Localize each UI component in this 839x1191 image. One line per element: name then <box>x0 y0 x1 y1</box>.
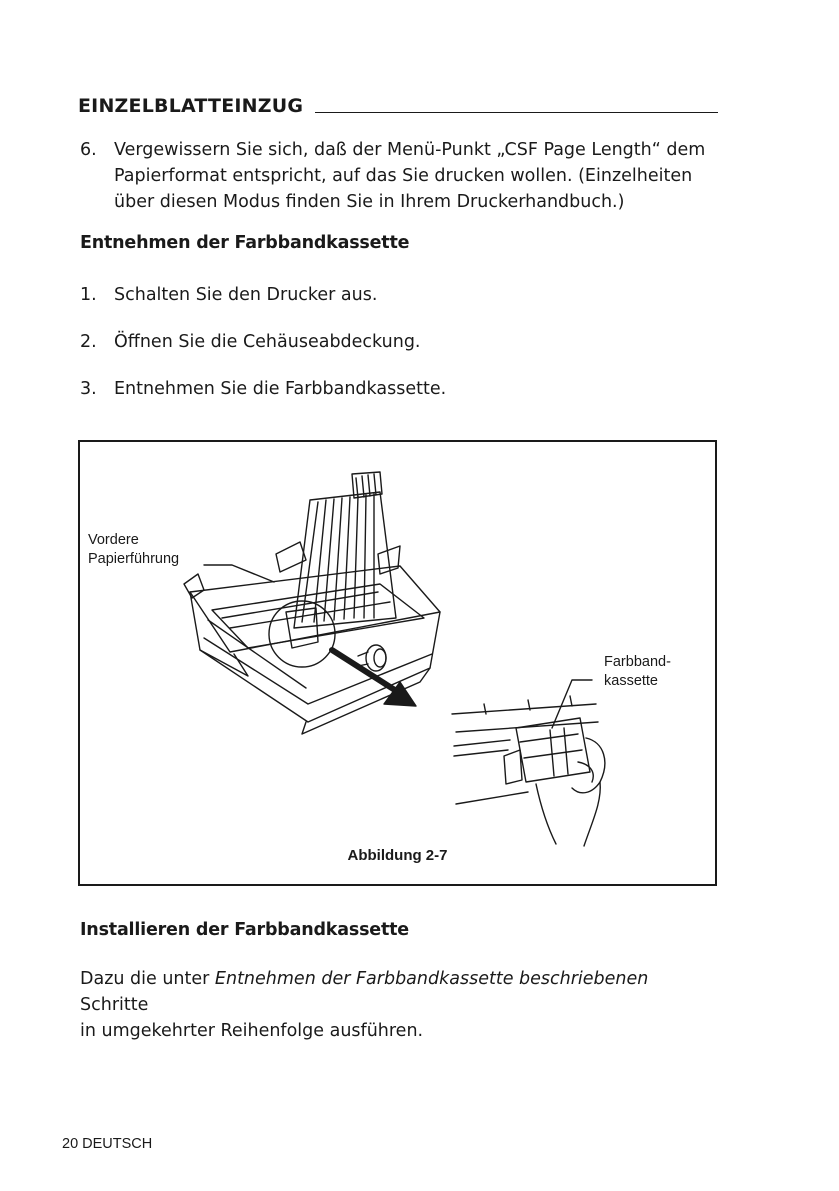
step-text: Schalten Sie den Drucker aus. <box>114 285 378 305</box>
step-number: 2. <box>80 332 97 352</box>
step-6 <box>80 137 720 215</box>
step-text-line: Vergewissern Sie sich, daß der Menü-Punkt „CSF Page Length“ dem <box>114 140 706 160</box>
title-underline <box>315 112 718 113</box>
heading-remove-ribbon: Entnehmen der Farbbandkassette <box>80 233 410 253</box>
page-footer: 20 DEUTSCH <box>62 1136 153 1152</box>
label-line: Farbband- <box>604 654 671 670</box>
instruction-text: in umgekehrter Reihenfolge ausführen. <box>80 1021 424 1041</box>
instruction-text: Dazu die unter <box>80 969 215 989</box>
instruction-text: Schritte <box>80 995 149 1015</box>
install-instruction <box>80 966 720 1044</box>
step-2 <box>80 329 720 355</box>
page-title: EINZELBLATTEINZUG <box>78 95 304 117</box>
section-header <box>78 88 718 116</box>
heading-install-ribbon: Installieren der Farbbandkassette <box>80 920 409 940</box>
step-number: 3. <box>80 379 97 399</box>
step-number: 6. <box>80 140 97 160</box>
label-line: kassette <box>604 673 658 689</box>
leader-line-front-guide <box>204 565 274 582</box>
figure-caption: Abbildung 2-7 <box>347 847 448 864</box>
cassette-detail-view <box>452 696 605 846</box>
step-text: Öffnen Sie die Cehäuseabdeckung. <box>114 332 421 352</box>
label-front-paper-guide <box>88 531 179 569</box>
step-3 <box>80 376 720 402</box>
printer-body <box>184 566 440 734</box>
label-line: Papierführung <box>88 551 180 567</box>
step-text <box>114 137 720 215</box>
instruction-reference: Entnehmen der Farbbandkassette beschriebenen <box>214 969 649 989</box>
label-ribbon-cassette <box>604 653 671 691</box>
figure-2-7 <box>78 440 717 886</box>
step-text: Entnehmen Sie die Farbbandkassette. <box>114 379 447 399</box>
step-1 <box>80 282 720 308</box>
step-text-line: über diesen Modus finden Sie in Ihrem Druckerhandbuch.) <box>114 192 625 212</box>
paper-stack <box>294 472 396 628</box>
step-number: 1. <box>80 285 97 305</box>
step-text-line: Papierformat entspricht, auf das Sie drucken wollen. (Einzelheiten <box>114 166 693 186</box>
label-line: Vordere <box>88 532 139 548</box>
